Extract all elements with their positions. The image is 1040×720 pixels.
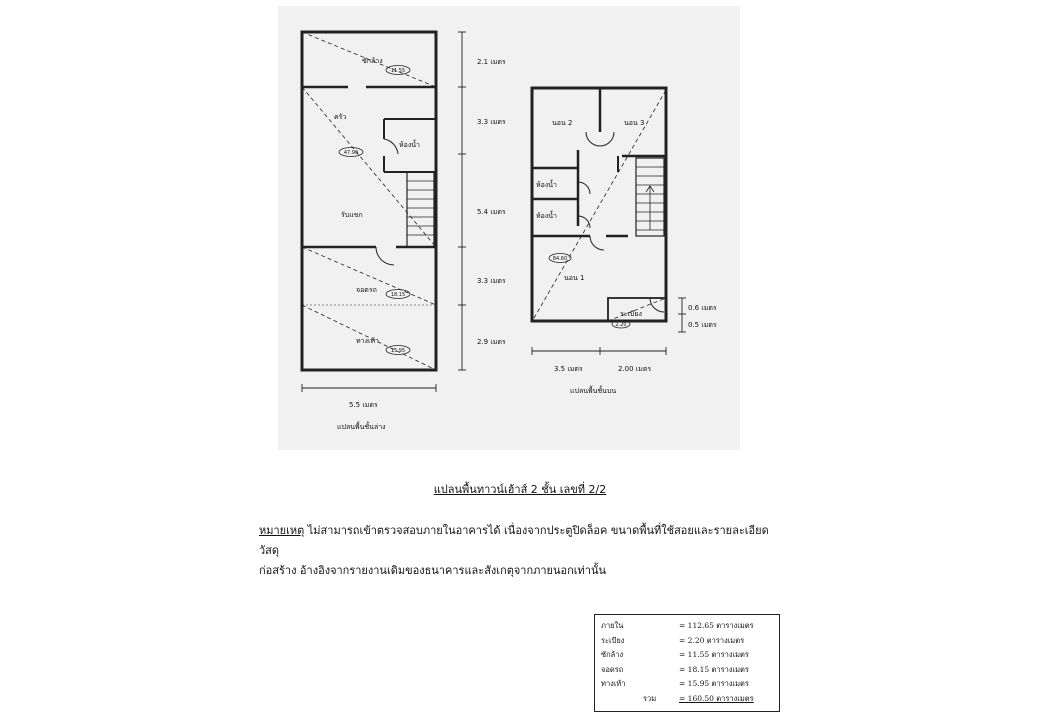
remark-line-1 <box>259 521 779 561</box>
room-label-laundry: ซักล้าง <box>362 57 383 65</box>
area-tag-balcony: 2.20 <box>615 322 627 328</box>
area-tag-walkway: 15.95 <box>390 348 406 354</box>
width-label-ground: 5.5 เมตร <box>349 401 378 409</box>
area-row <box>601 663 773 678</box>
ground-floor-title: แปลนพื้นชั้นล่าง <box>337 423 386 431</box>
dim-label-b: 0.5 เมตร <box>688 321 717 329</box>
area-tag-main-upper: 84.60 <box>552 256 568 262</box>
area-label: ทางเท้า <box>601 679 626 689</box>
area-value: = 112.65 ตารางเมตร <box>679 621 754 630</box>
area-total-label: รวม <box>643 693 657 703</box>
dim-label-1: 2.1 เมตร <box>477 58 506 66</box>
area-row <box>601 634 773 649</box>
area-label: ซักล้าง <box>601 650 624 660</box>
area-total-value: = 160.50 ตารางเมตร <box>679 693 754 703</box>
area-label: ภายใน <box>601 621 624 630</box>
area-value: = 18.15 ตารางเมตร <box>679 664 749 674</box>
ground-floor-outline <box>302 32 436 370</box>
dim-label-a: 0.6 เมตร <box>688 304 717 312</box>
area-total-row <box>601 692 773 707</box>
room-label-walkway: ทางเท้า <box>356 337 379 345</box>
area-label: จอดรถ <box>601 664 624 674</box>
room-label-bed2: นอน 2 <box>552 119 573 127</box>
dim-label-3: 5.4 เมตร <box>477 208 506 216</box>
floor-plan-caption: แปลนพื้นทาวน์เฮ้าส์ 2 ชั้น เลขที่ 2/2 <box>433 483 607 496</box>
width-label-upper-b: 2.00 เมตร <box>618 365 652 373</box>
area-row <box>601 619 773 634</box>
upper-floor-title: แปลนพื้นชั้นบน <box>570 387 617 395</box>
room-label-bathroom: ห้องน้ำ <box>399 141 420 149</box>
room-label-balcony: ระเบียง <box>620 310 642 318</box>
room-label-bath-b: ห้องน้ำ <box>536 212 557 220</box>
room-label-bath-a: ห้องน้ำ <box>536 181 557 189</box>
area-value: = 11.55 ตารางเมตร <box>679 650 749 660</box>
room-label-bed1: นอน 1 <box>564 274 585 282</box>
area-tag-main-ground: 47.90 <box>343 150 359 156</box>
area-summary-table <box>594 614 780 712</box>
dim-label-2: 3.3 เมตร <box>477 118 506 126</box>
room-label-living: รับแขก <box>341 211 363 219</box>
room-label-parking: จอดรถ <box>356 286 377 294</box>
dim-label-4: 3.3 เมตร <box>477 277 506 285</box>
area-tag-parking: 18.15 <box>390 292 406 298</box>
area-value: = 15.95 ตารางเมตร <box>679 679 749 689</box>
area-tag-laundry: 11.55 <box>390 68 406 74</box>
remark-line-2: ก่อสร้าง อ้างอิงจากรายงานเดิมของธนาคารและสังเกตุจากภายนอกเท่านั้น <box>259 564 607 577</box>
remark-note <box>259 521 779 581</box>
area-value: = 2.20 ตารางเมตร <box>679 635 745 645</box>
area-row <box>601 677 773 692</box>
room-label-kitchen: ครัว <box>334 113 347 121</box>
width-label-upper-a: 3.5 เมตร <box>554 365 583 373</box>
room-label-bed3: นอน 3 <box>624 119 645 127</box>
floor-plan-drawing <box>278 6 740 450</box>
area-label: ระเบียง <box>601 635 625 645</box>
remark-heading: หมายเหตุ <box>259 524 305 537</box>
floor-plan-sheet <box>278 6 740 450</box>
remark-text-1: ไม่สามารถเข้าตรวจสอบภายในอาคารได้ เนื่องจากประตูปิดล็อค ขนาดพื้นที่ใช้สอยและรายละเอียดวัสดุ <box>259 524 769 557</box>
dim-label-5: 2.9 เมตร <box>477 338 506 346</box>
area-row <box>601 648 773 663</box>
